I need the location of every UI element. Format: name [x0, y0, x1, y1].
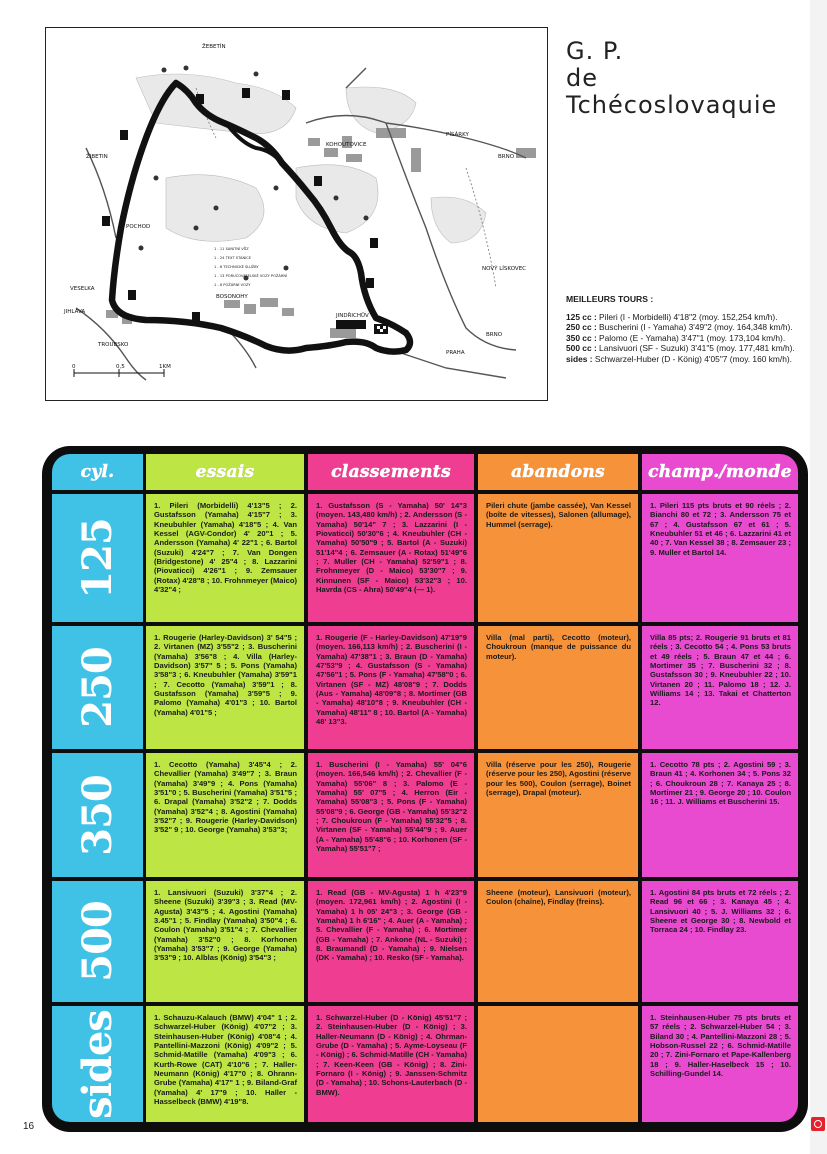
header-champ-label: champ./monde — [648, 462, 792, 482]
map-label-brno-east: BRNO — [498, 154, 515, 160]
cell-champ-500: 1. Agostini 84 pts bruts et 72 réels ; 2. Read 96 et 66 ; 3. Kanaya 45 ; 4. Lansivuori 40 ; 5. J. Williams 32 ; 6. Sheene et George 30 ; 8. Newbold et Torraca 24 ; 10. Findlay 23. — [642, 881, 798, 1002]
cell-classements-125: 1. Gustafsson (S - Yamaha) 50' 14"3 (moyen. 143,480 km/h) ; 2. Andersson (S - Yamaha) 50'14" 7 ; 3. Lazzarini (I - Piovaticci) 50'30"6 ; 4. Kneubuhler (CH - Yamaha) 50'50"9 ; 5. Bartol (A - Suzuki) 51'14"4 ; 6. Zemsauer (A - Rotax) 51'49"6 ; 7. Muller (CH - Yamaha) 52'59"1 ; 8. Frohnmeyer (D - Maico) 53'30"7 ; 9. Kinnunen (SF - Maico) 53'32"3 ; 10. Havrda (CS - Ahra) 50'49"4 (— 1). — [308, 494, 474, 622]
map-label-jindrichuv: JINDŘICHŮV — [336, 313, 369, 319]
best-lap-text: Buscherini (I - Yamaha) 3'49"2 (moy. 164,348 km/h). — [596, 322, 793, 333]
best-lap-sides — [566, 354, 806, 365]
row-label-text: 500 — [74, 901, 121, 982]
page-number: 16 — [23, 1121, 35, 1132]
cell-champ-250: Villa 85 pts; 2. Rougerie 91 bruts et 81 réels ; 3. Cecotto 54 ; 4. Pons 53 bruts et 49 réels ; 5. Braun 47 et 44 ; 6. Mortimer 35 ; 7. Buscherini 32 ; 8. Gustafsson 30 ; 9. Kneubuhler 22 ; 10. Virtanen 20 ; 11. Palomo 18 ; 12. J. Williams 14 ; 13. Takai et Chatterton 12. — [642, 626, 798, 749]
best-laps — [566, 294, 806, 365]
best-lap-class: 250 cc : — [566, 322, 597, 333]
header-essais-label: essais — [195, 462, 255, 482]
header-abandons — [478, 454, 638, 490]
best-lap-text: Lansivuori (SF - Suzuki) 3'41"5 (moy. 177,481 km/h). — [596, 343, 795, 354]
cell-classements-sides: 1. Schwarzel-Huber (D - König) 45'51"7 ; 2. Steinhausen-Huber (D - König) ; 3. Haller-Neumann (D - König) ; 4. Ohrman-Grube (D - Yamaha) ; 5. Ayme-Loyseau (F - König) ; 6. Schmid-Matille (CH - Yamaha) ; 7. Keen-Keen (GB - König) ; 8. Zini-Fornaro (I - König) ; 9. Janssen-Schmitz (D - Yamaha) ; 10. Schons-Lauterbach (D - BMW). — [308, 1006, 474, 1122]
map-scale-mid: 0,5 — [116, 364, 125, 370]
header-classements — [308, 454, 474, 490]
best-lap-class: 350 cc : — [566, 332, 597, 343]
results-table — [42, 446, 808, 1132]
best-laps-heading: MEILLEURS TOURS : — [566, 294, 654, 304]
circuit-map-drawing — [46, 28, 548, 401]
row-label-text: 350 — [74, 774, 121, 856]
map-label-pochod: POCHOD — [126, 224, 151, 230]
map-label-novy-liskovec: NOVÝ LÍSKOVEC — [482, 266, 527, 272]
map-label-veselka: VESELKA — [70, 286, 95, 292]
map-label-pisarky: PÍSÁRKY — [446, 132, 469, 138]
cell-essais-250: 1. Rougerie (Harley-Davidson) 3' 54"5 ; 2. Virtanen (MZ) 3'55"2 ; 3. Buscherini (Yamaha) 3'56"8 ; 4. Villa (Harley-Davidson) 3'57" 5 ; 5. Pons (Yamaha) 3'58"3 ; 6. Kneubuhler (Yamaha) 3'59"1 ; 7. Cecotto (Yamaha) 3'59"1 ; 8. Gustafsson (Yamaha) 3'59"5 ; 9. Palomo (Yamaha) 4'01"3 ; 10. Bartol (Yamaha) 4'01"5 ; — [146, 626, 304, 749]
best-lap-500 — [566, 343, 806, 354]
row-label-sides — [52, 1006, 143, 1122]
cell-champ-125: 1. Pileri 115 pts bruts et 90 réels ; 2. Bianchi 80 et 72 ; 3. Andersson 75 et 67 ; 4. Gustafsson 67 et 61 ; 5. Kneubuhler 51 et 46 ; 6. Lazzarini 41 et 40 ; 7. Van Kessel 38 ; 8. Zemsauer 23 ; 9. Muller et Bartol 14. — [642, 494, 798, 622]
cell-champ-sides: 1. Steinhausen-Huber 75 pts bruts et 57 réels ; 2. Schwarzel-Huber 54 ; 3. Biland 30 ; 4. Pantellini-Mazzoni 28 ; 5. Hobson-Russel 22 ; 6. Schmid-Matille 20 ; 7. Zini-Fornaro et Pape-Kallenberg 18 ; 9. Haller-Haselbeck 15 ; 10. Schilling-Gundel 14. — [642, 1006, 798, 1122]
cell-essais-500: 1. Lansivuori (Suzuki) 3'37"4 ; 2. Sheene (Suzuki) 3'39"3 ; 3. Read (MV-Agusta) 3'43"5 ; 4. Agostini (Yamaha) 3.45"1 ; 5. Findlay (Yamaha) 3'50"4 ; 6. Coulon (Yamaha) 3'51"4 ; 7. Chevallier (Yamaha) 3'52"0 ; 8. Korhonen (Yamaha) 3'53"7 ; 9. George (Yamaha) 3'53"9 ; 10. Alblas (König) 3'54"3 ; — [146, 881, 304, 1002]
map-label-jihlava: JIHLAVA — [64, 309, 86, 315]
map-legend-3: 1 - 6 TECHNICKÉ SLUŽBY — [214, 265, 259, 269]
map-label-brno-south: BRNO — [486, 332, 503, 338]
cell-champ-350: 1. Cecotto 78 pts ; 2. Agostini 59 ; 3. Braun 41 ; 4. Korhonen 34 ; 5. Pons 32 ; 6. Choukroun 28 ; 7. Kanaya 25 ; 8. Mortimer 21 ; 9. George 20 ; 10. Coulon 16 ; 11. J. Williams et Buscherini 15. — [642, 753, 798, 877]
map-legend-2: 1 - 24 TEXT STANICE — [214, 256, 251, 260]
map-legend-1: 1 - 11 SANITNÍ VŮZ — [214, 247, 249, 251]
map-scale-end: 1KM — [159, 364, 171, 370]
corner-logo-icon — [811, 1117, 825, 1131]
best-lap-class: 125 cc : — [566, 311, 597, 322]
map-label-zibetin: ŽIBETIN — [86, 154, 108, 160]
row-label-text: 125 — [74, 517, 121, 599]
best-lap-text: Palomo (E - Yamaha) 3'47"1 (moy. 173,104 km/h). — [596, 332, 786, 343]
cell-abandons-350: Villa (réserve pour les 250), Rougerie (réserve pour les 250), Agostini (réserve pour les 500), Coulon (serrage), Boinet (serrage), Drapal (moteur). — [478, 753, 638, 877]
header-essais — [146, 454, 304, 490]
cell-classements-350: 1. Buscherini (I - Yamaha) 55' 04"6 (moyen. 166,546 km/h) ; 2. Chevallier (F - Yamaha) 55'06" 8 ; 3. Palomo (E - Yamaha) 55' 07"5 ; 4. Herron (Eir - Yamaha) 55'08"3 ; 5. Pons (F - Yamaha) 55'08"9 ; 6. George (GB - Yamaha) 55'32"2 ; 7. Choukroun (F - Yamaha) 55'32"5 ; 8. Virtanen (SF - Yamaha) 55'44"9 ; 9. Auer (A - Yamaha) 55'48"6 ; 10. Korhonen (SF - Yamaha) 55'51"7 ; — [308, 753, 474, 877]
cell-abandons-125: Pileri chute (jambe cassée), Van Kessel (boîte de vitesses), Salonen (allumage), Hummel (serrage). — [478, 494, 638, 622]
map-scale-start: 0 — [72, 364, 76, 370]
title-line-3: Tchécoslovaquie — [566, 91, 778, 119]
map-label-zebetin-top: ŽEBETÍN — [202, 44, 226, 50]
header-cyl-label: cyl. — [80, 462, 115, 482]
header-abandons-label: abandons — [511, 462, 605, 482]
row-label-125 — [52, 494, 143, 622]
row-label-350 — [52, 753, 143, 877]
row-label-text: 250 — [74, 647, 121, 728]
best-lap-250 — [566, 322, 806, 333]
best-lap-350 — [566, 333, 806, 344]
title-line-2: de — [566, 64, 598, 92]
page-title — [566, 38, 777, 119]
best-lap-class: sides : — [566, 353, 593, 364]
map-legend-4: 1 - 13 PORUČOVATELSKÉ VOZY POŽÁRNÍ — [214, 274, 288, 278]
header-cyl — [52, 454, 143, 490]
best-lap-text: Schwarzel-Huber (D - König) 4'05"7 (moy. 160 km/h). — [592, 353, 792, 364]
map-legend-5: 1 - 8 POŽÁRNÍ VOZY — [214, 283, 251, 287]
cell-abandons-sides — [478, 1006, 638, 1122]
header-champ — [642, 454, 798, 490]
map-label-kohoutovice: KOHOUTOVICE — [326, 142, 367, 148]
row-label-250 — [52, 626, 143, 749]
best-lap-class: 500 cc : — [566, 343, 597, 354]
page-edge-strip — [810, 0, 827, 1154]
header-classements-label: classements — [331, 462, 451, 482]
cell-abandons-500: Sheene (moteur), Lansivuori (moteur), Coulon (chaîne), Findlay (freins). — [478, 881, 638, 1002]
cell-essais-sides: 1. Schauzu-Kalauch (BMW) 4'04" 1 ; 2. Schwarzel-Huber (König) 4'07"2 ; 3. Steinhausen-Huber (König) 4'08"4 ; 4. Pantellini-Mazzoni (König) 4'09"2 ; 5. Schmid-Matille (Yamaha) 4'09"3 ; 6. Kurth-Rowe (CAT) 4'10"6 ; 7. Haller-Neumann (König) 4'17"0 ; 8. Ohrann-Grube (Yamaha) 4'17" 1 ; 9. Biland-Graf (Yamaha) 4' 17"9 ; 10. Haller - Hasselbeck (BMW) 4'19"8. — [146, 1006, 304, 1122]
map-label-troubsko: TROUBSKO — [98, 342, 129, 348]
cell-classements-250: 1. Rougerie (F - Harley-Davidson) 47'19"9 (moyen. 166,113 km/h) ; 2. Buscherini (I - Yamaha) 47'38"1 ; 3. Braun (D - Yamaha) 47'53"9 ; 4. Gustafsson (S - Yamaha) 47'56"1 ; 5. Pons (F - Yamaha) 47'58"0 ; 6. Virtanen (SF - MZ) 48'08"9 ; 7. Dodds (Aus - Yamaha) 48'09"8 ; 8. Mortimer (GB - Yamaha) 48'10"8 ; 9. Kneubuhler (CH - Yamaha) 48'11" 8 ; 10. Bartol (A - Yamaha) 48' 13"3. — [308, 626, 474, 749]
cell-essais-125: 1. Pileri (Morbidelli) 4'13"5 ; 2. Gustafsson (Yamaha) 4'15"7 ; 3. Kneubuhler (Yamaha) 4'18"5 ; 4. Van Kessel (AGV-Condor) 4' 20"1 ; 5. Andersson (Yamaha) 4' 22"1 ; 6. Bartol (Suzuki) 4'24"7 ; 7. Van Dongen (Bridgestone) 4' 25"4 ; 8. Lazzarini (Piovaticci) 4'26"1 ; 9. Zemsauer (Rotax) 4'28"8 ; 10. Frohnmeyer (Maico) 4'32"4 ; — [146, 494, 304, 622]
map-label-bosonohy: BOSONOHY — [216, 294, 248, 300]
cell-abandons-250: Villa (mal parti), Cecotto (moteur), Choukroun (manque de puissance du moteur). — [478, 626, 638, 749]
title-line-1: G. P. — [566, 37, 624, 65]
map-label-praha: PRAHA — [446, 350, 465, 356]
row-label-500 — [52, 881, 143, 1002]
best-lap-text: Pileri (I - Morbidelli) 4'18"2 (moy. 152,254 km/h). — [596, 311, 778, 322]
row-label-text: sides — [74, 1009, 121, 1119]
cell-classements-500: 1. Read (GB - MV-Agusta) 1 h 4'23"9 (moyen. 172,961 km/h) ; 2. Agostini (I - Yamaha) 1 h 05' 24"3 ; 3. George (GB - Yamaha) 1 h 6'16" ; 4. Auer (A - Yamaha) ; 5. Chevallier (F - Yamaha) ; 6. Mortimer (GB - Yamaha) ; 7. Ankone (NL - Suzuki) ; 8. Braumandl (D - Yamaha) ; 9. Nielsen (DK - Yamaha) ; 10. Resko (SF - Yamaha). — [308, 881, 474, 1002]
circuit-map — [45, 27, 548, 401]
best-lap-125 — [566, 312, 806, 323]
cell-essais-350: 1. Cecotto (Yamaha) 3'45"4 ; 2. Chevallier (Yamaha) 3'49"7 ; 3. Braun (Yamaha) 3'49"9 ; 4. Pons (Yamaha) 3'51"0 ; 5. Buscherini (Yamaha) 3'51"5 ; 6. Drapal (Yamaha) 3'52"2 ; 7. Dodds (Yamaha) 3'52"4 ; 8. Agostini (Yamaha) 3'52"7 ; 9. Rougerie (Harley-Davidson) 3'52" 9 ; 10. George (Yamaha) 3'53"3; — [146, 753, 304, 877]
